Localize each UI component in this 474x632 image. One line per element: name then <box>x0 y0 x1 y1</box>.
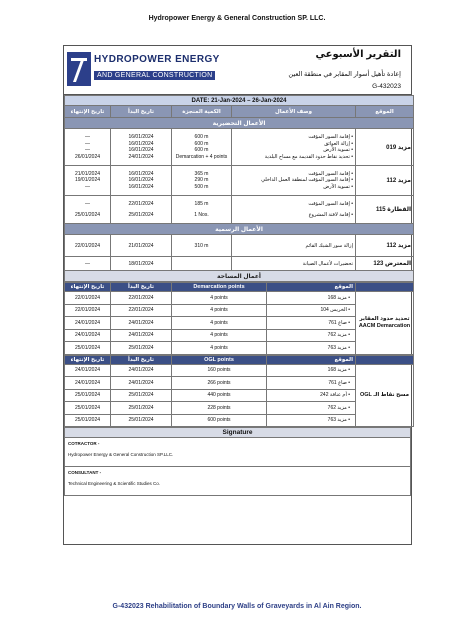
contractor-label: COTRACTOR - <box>68 441 100 446</box>
ogl-col-points: OGL points <box>172 355 267 364</box>
location-cell: • أم عنافة 242 <box>267 389 356 402</box>
document-footer: G-432023 Rehabilitation of Boundary Walls of Graveyards in Al Ain Region. <box>112 603 362 610</box>
start-date-cell: 24/01/2024 <box>111 317 172 330</box>
end-date-cell: 25/01/2024 <box>65 402 111 415</box>
end-date-cell: — <box>65 257 111 271</box>
quantity-cell <box>172 257 232 271</box>
col-end-date: تاريخ الإنتهاء <box>65 106 111 118</box>
points-cell: 4 points <box>172 304 267 317</box>
start-date-cell: 24/01/2024 <box>111 364 172 377</box>
quantity-cell: 310 m <box>172 235 232 257</box>
company-logo <box>67 50 220 90</box>
col-description: وصف الأعمال <box>232 106 356 118</box>
demarcation-col-end: تاريخ الإنتهاء <box>65 283 111 292</box>
start-date-cell: 25/01/2024 <box>111 402 172 415</box>
section-official: الأعمال الرسمية <box>65 224 414 235</box>
demarcation-col-group <box>356 283 414 292</box>
col-start-date: تاريخ البدأ <box>111 106 172 118</box>
demarcation-col-start: تاريخ البدأ <box>111 283 172 292</box>
start-date-cell: 25/01/2024 <box>111 389 172 402</box>
end-date-cell: 22/01/2024 <box>65 292 111 305</box>
location-cell: • صاع 761 <box>267 377 356 390</box>
col-quantity: الكمية المنجزة <box>172 106 232 118</box>
points-cell: 440 points <box>172 389 267 402</box>
end-date-cell: 24/01/2024 <box>65 377 111 390</box>
report-header <box>64 46 411 95</box>
end-date-cell: 24/01/2024 <box>65 364 111 377</box>
location-cell: • مزيد 168 <box>267 292 356 305</box>
start-date-cell: 18/01/2024 <box>111 257 172 271</box>
end-date-cell: 25/01/2024 <box>65 389 111 402</box>
quantity-cell: 365 m 290 m 500 m <box>172 166 232 196</box>
description-cell: تحضيرات لأعمال الصيانة <box>232 257 356 271</box>
end-date-cell: — 25/01/2024 <box>65 196 111 224</box>
weekly-report-sheet <box>63 45 412 545</box>
section-survey: أعمال المساحة <box>65 271 414 282</box>
location-cell: مزيد 112 <box>356 235 414 257</box>
table-row <box>65 196 414 224</box>
points-cell: 4 points <box>172 317 267 330</box>
table-row <box>65 166 414 196</box>
location-cell: • مزيد 762 <box>267 402 356 415</box>
logo-mark-icon <box>67 52 91 86</box>
start-date-cell: 25/01/2024 <box>111 342 172 355</box>
logo-line1: HYDROPOWER ENERGY <box>94 54 220 65</box>
date-range: DATE: 21-Jan-2024 – 26-Jan-2024 <box>65 96 414 106</box>
points-cell: 228 points <box>172 402 267 415</box>
demarcation-col-location: الموقع <box>267 283 356 292</box>
table-row <box>65 257 414 271</box>
ogl-col-end: تاريخ الإنتهاء <box>65 355 111 364</box>
description-cell: إزالة سور الشبك القائم <box>232 235 356 257</box>
table-row <box>65 364 414 377</box>
description-cell: • إقامة السور المؤقت • إقامة السور المؤقت لمنطقة العمل الداخلي • تسوية الأرض <box>232 166 356 196</box>
start-date-cell: 22/01/2024 25/01/2024 <box>111 196 172 224</box>
start-date-cell: 16/01/2024 16/01/2024 16/01/2024 24/01/2024 <box>111 129 172 166</box>
report-subtitle: إعادة تأهيل أسوار المقابر في منطقة العين <box>288 71 401 78</box>
demarcation-group-label: تحديد حدود المقابر AACM Demarcation <box>356 292 414 355</box>
logo-line2: AND GENERAL CONSTRUCTION <box>94 71 215 80</box>
demarcation-col-points: Demarcation points <box>172 283 267 292</box>
contractor-name: Hydropower Energy & General Construction SP.LLC. <box>68 452 174 457</box>
table-row <box>65 129 414 166</box>
end-date-cell: 22/01/2024 <box>65 304 111 317</box>
col-location: الموقع <box>356 106 414 118</box>
ogl-col-group <box>356 355 414 364</box>
main-table <box>64 95 414 282</box>
ogl-table <box>64 355 414 428</box>
location-cell: القطارة 115 <box>356 196 414 224</box>
end-date-cell: 24/01/2024 <box>65 317 111 330</box>
location-cell: • مزيد 763 <box>267 342 356 355</box>
start-date-cell: 25/01/2024 <box>111 414 172 427</box>
location-cell: • صاع 761 <box>267 317 356 330</box>
demarcation-table <box>64 282 414 355</box>
location-cell: المعترض 123 <box>356 257 414 271</box>
end-date-cell: 22/01/2024 <box>65 235 111 257</box>
start-date-cell: 21/01/2024 <box>111 235 172 257</box>
location-cell: • مزيد 762 <box>267 329 356 342</box>
project-code: G-432023 <box>372 83 401 90</box>
end-date-cell: 21/01/2024 19/01/2024 — <box>65 166 111 196</box>
consultant-name: Technical Engineering & Scientific Studies Co. <box>68 481 161 486</box>
end-date-cell: 25/01/2024 <box>65 414 111 427</box>
signature-table <box>64 427 411 496</box>
ogl-col-location: الموقع <box>267 355 356 364</box>
end-date-cell: — — — 26/01/2024 <box>65 129 111 166</box>
description-cell: • إقامة السور المؤقت • إزالة العوائق • تسوية الأرض • تحديد نقاط حدود القديمة مع مساح البلدية <box>232 129 356 166</box>
location-cell: مزيد 019 <box>356 129 414 166</box>
start-date-cell: 24/01/2024 <box>111 329 172 342</box>
start-date-cell: 22/01/2024 <box>111 304 172 317</box>
location-cell: • الخريس 104 <box>267 304 356 317</box>
ogl-group-label: مسح نقاط الـ OGL <box>356 364 414 427</box>
location-cell: • مزيد 168 <box>267 364 356 377</box>
ogl-col-start: تاريخ البدأ <box>111 355 172 364</box>
company-name-top: Hydropower Energy & General Construction SP. LLC. <box>148 15 326 22</box>
points-cell: 4 points <box>172 329 267 342</box>
start-date-cell: 22/01/2024 <box>111 292 172 305</box>
start-date-cell: 16/01/2024 16/01/2024 16/01/2024 <box>111 166 172 196</box>
quantity-cell: 185 m 1 Nos. <box>172 196 232 224</box>
points-cell: 4 points <box>172 342 267 355</box>
points-cell: 160 points <box>172 364 267 377</box>
start-date-cell: 24/01/2024 <box>111 377 172 390</box>
end-date-cell: 24/01/2024 <box>65 329 111 342</box>
points-cell: 4 points <box>172 292 267 305</box>
section-prep: الأعمال التحضيرية <box>65 118 414 129</box>
end-date-cell: 25/01/2024 <box>65 342 111 355</box>
location-cell: مزيد 112 <box>356 166 414 196</box>
quantity-cell: 600 m 600 m 600 m Demarcation + 4 points <box>172 129 232 166</box>
contractor-signature-block <box>65 438 411 467</box>
table-row <box>65 292 414 305</box>
points-cell: 600 points <box>172 414 267 427</box>
consultant-label: CONSULTANT - <box>68 470 102 475</box>
report-title: التقرير الأسبوعي <box>315 49 401 60</box>
location-cell: • مزيد 763 <box>267 414 356 427</box>
table-row <box>65 235 414 257</box>
signature-heading: Signature <box>65 428 411 438</box>
description-cell: • إقامة السور المؤقت • إقامة لافتة المشروع <box>232 196 356 224</box>
consultant-signature-block <box>65 467 411 496</box>
points-cell: 266 points <box>172 377 267 390</box>
